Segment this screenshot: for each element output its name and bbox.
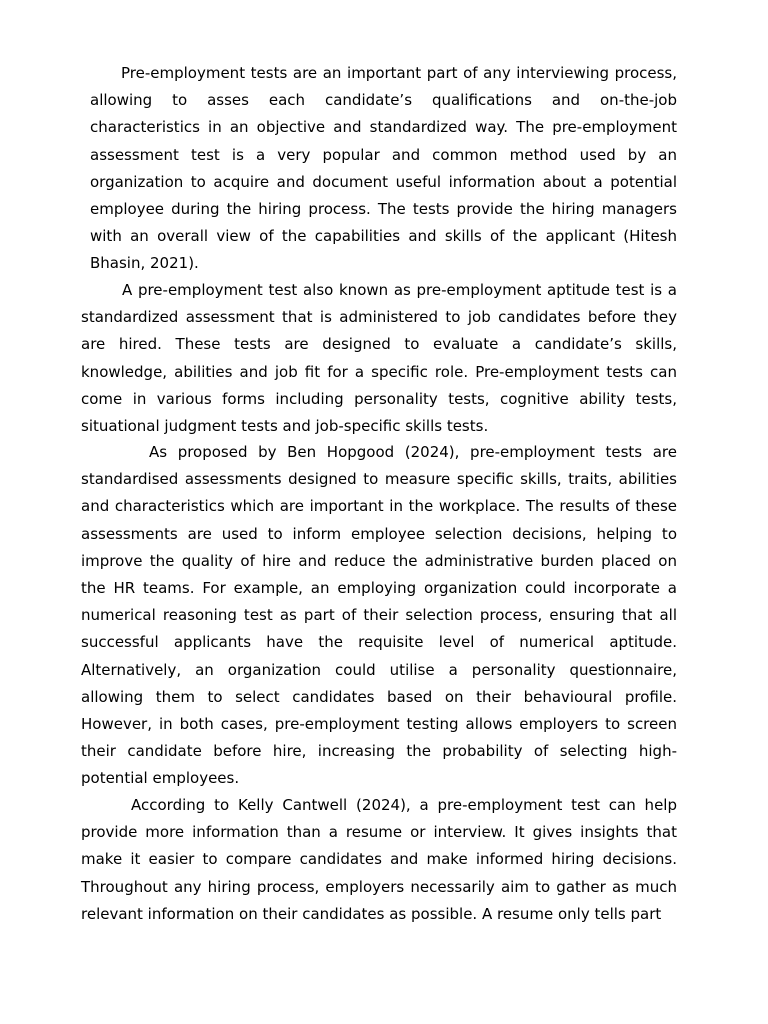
paragraph-2: A pre-employment test also known as pre-employment aptitude test is a standardized assessment that is administered to job candidates before they are hired. These tests are designed to evaluate a candidate’s skills, knowledge, abilities and job fit for a specific role. Pre-employment tests can come in various forms including personality tests, cognitive ability tests, situational judgment tests and job-specific skills tests. <box>81 281 677 436</box>
paragraph-4: According to Kelly Cantwell (2024), a pre-employment test can help provide more information than a resume or interview. It gives insights that make it easier to compare candidates and make informed hiring decisions. Throughout any hiring process, employers necessarily aim to gather as much relevant information on their candidates as possible. A resume only tells part <box>81 796 677 923</box>
paragraph-3: As proposed by Ben Hopgood (2024), pre-employment tests are standardised assessments designed to measure specific skills, traits, abilities and characteristics which are important in the workplace. The results of these assessments are used to inform employee selection decisions, helping to improve the quality of hire and reduce the administrative burden placed on the HR teams. For example, an employing organization could incorporate a numerical reasoning test as part of their selection process, ensuring that all successful applicants have the requisite level of numerical aptitude. Alternatively, an organization could utilise a personality questionnaire, allowing them to select candidates based on their behavioural profile. However, in both cases, pre-employment testing allows employers to screen their candidate before hire, increasing the probability of selecting high-potential employees. <box>81 443 677 788</box>
paragraph-1: Pre-employment tests are an important part of any interviewing process, allowing to asses each candidate’s qualifications and on-the-job characteristics in an objective and standardized way. The pre-employment assessment test is a very popular and common method used by an organization to acquire and document useful information about a potential employee during the hiring process. The tests provide the hiring managers with an overall view of the capabilities and skills of the applicant (Hitesh Bhasin, 2021). <box>90 64 677 273</box>
